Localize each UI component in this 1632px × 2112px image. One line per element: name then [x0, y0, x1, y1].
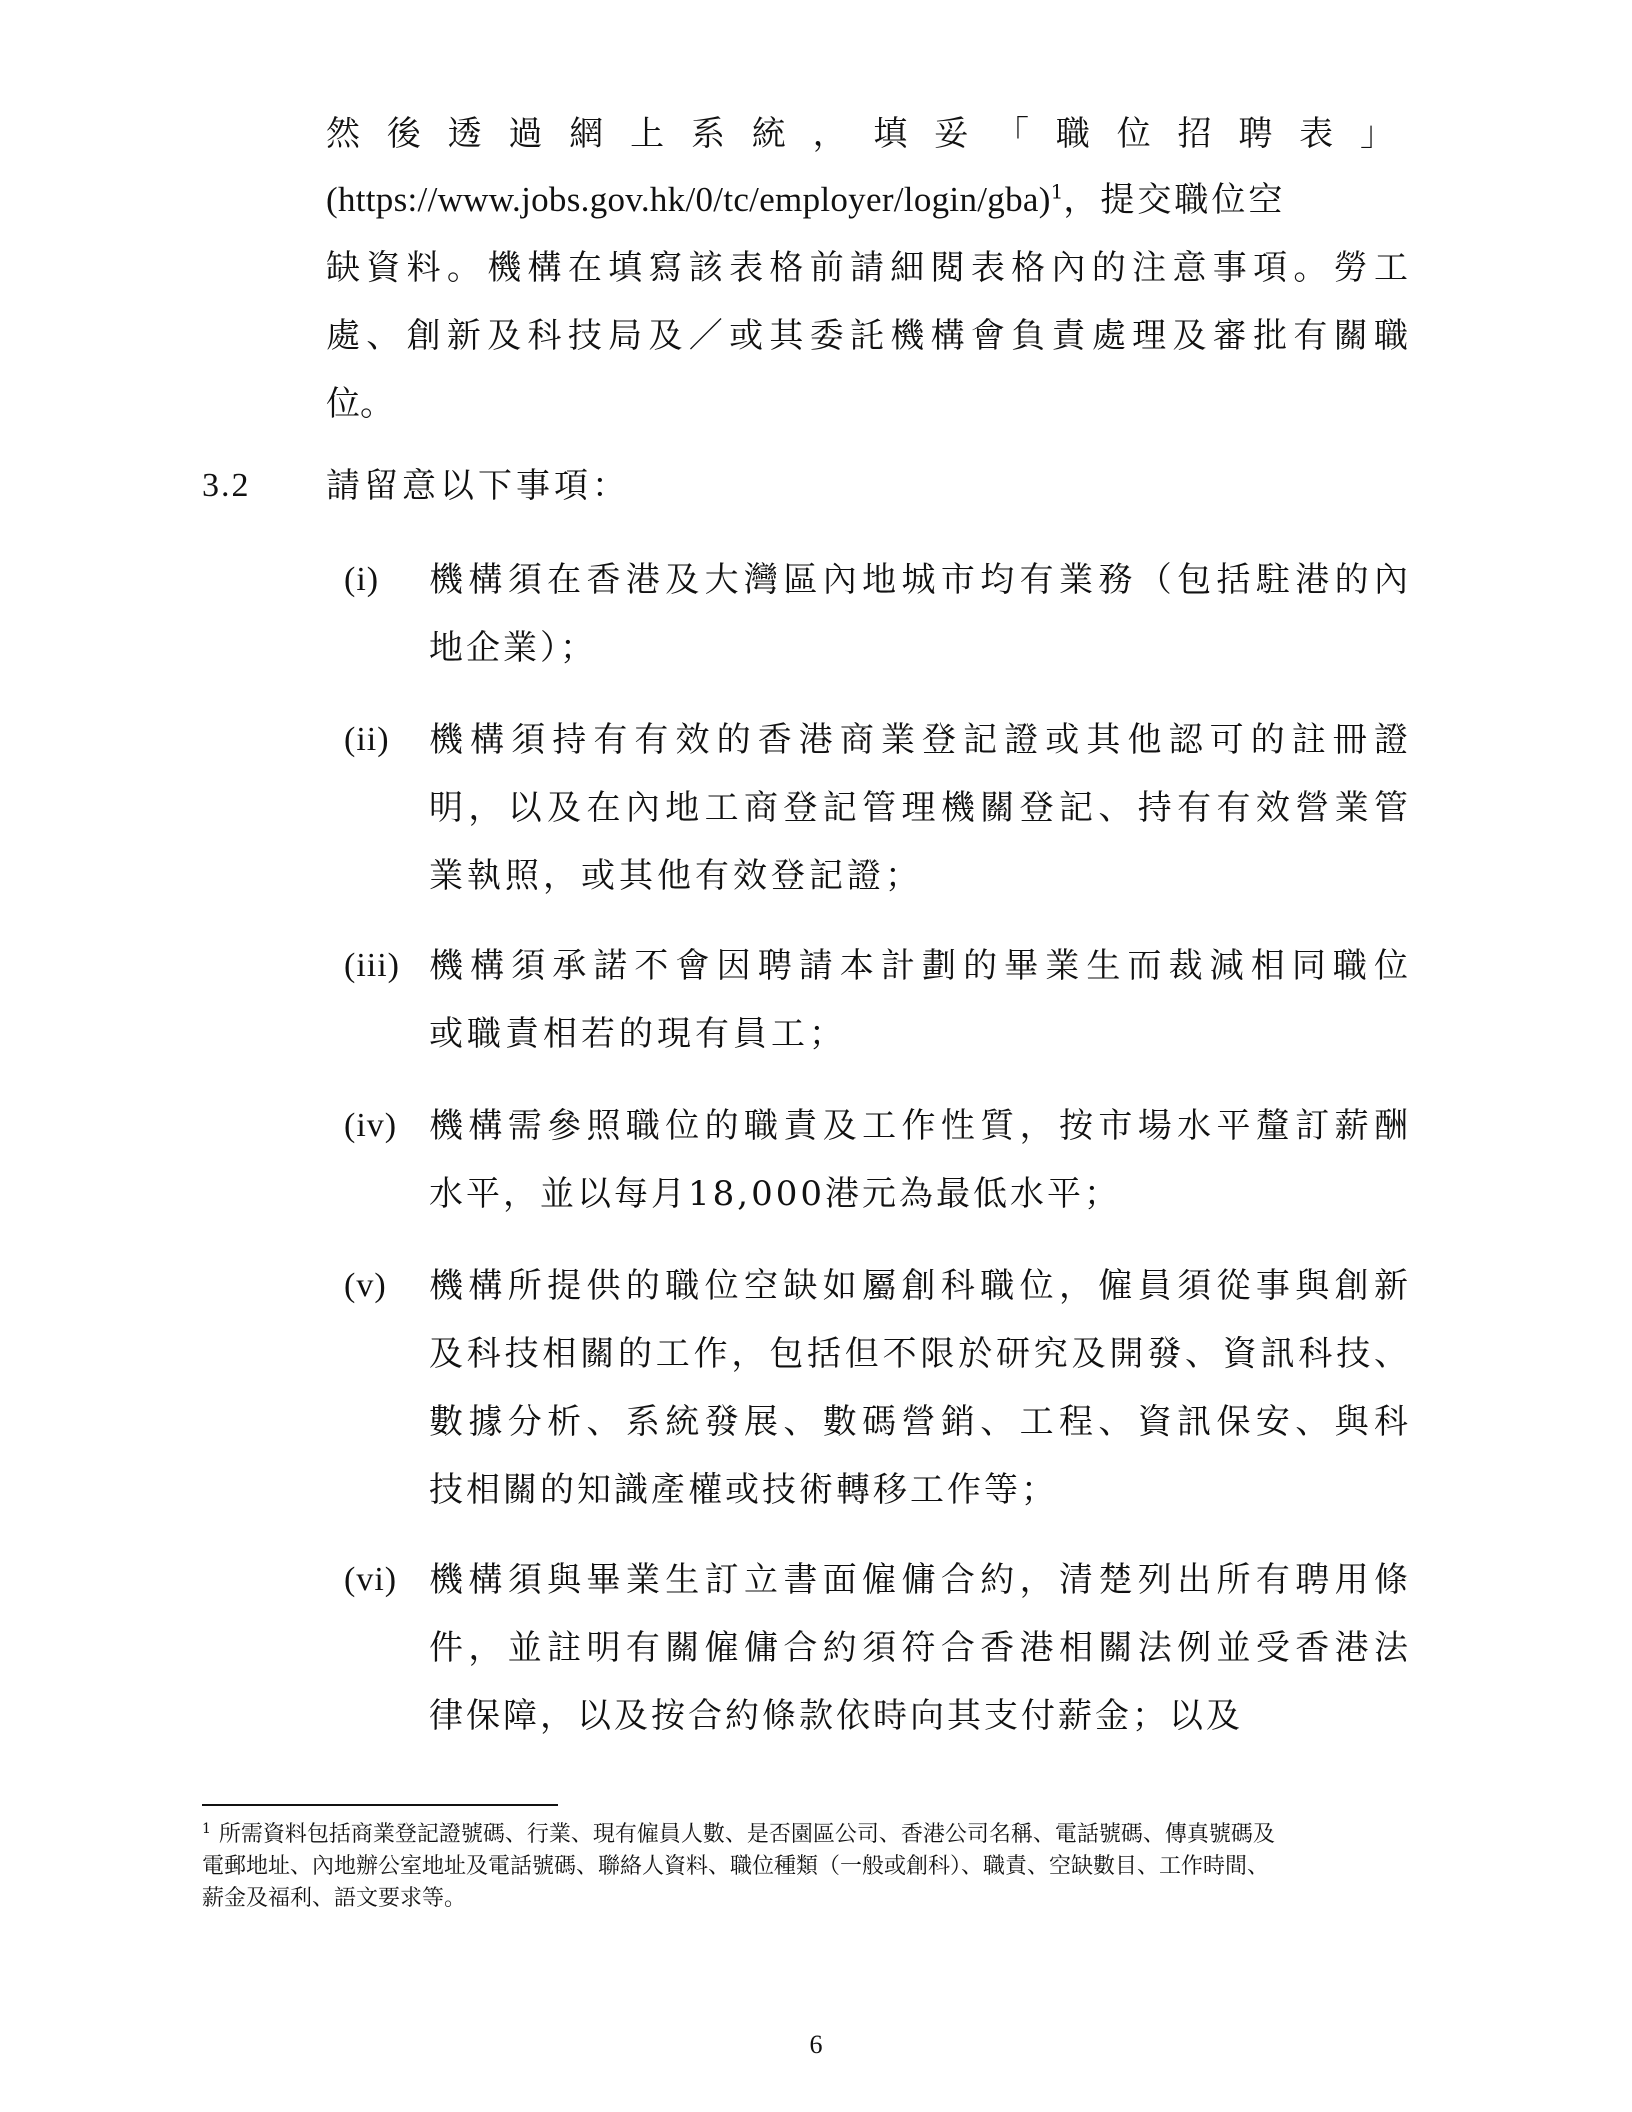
intro-line-3: 缺資料。機構在填寫該表格前請細閱表格內的注意事項。勞工 — [326, 248, 1408, 288]
section-number: 3.2 — [202, 467, 251, 504]
footnote-separator — [202, 1804, 558, 1806]
item-iii-line-1: 機構須承諾不會因聘請本計劃的畢業生而裁減相同職位 — [429, 946, 1408, 986]
footnote-line-2: 電郵地址、內地辦公室地址及電話號碼、聯絡人資料、職位種類（一般或創科）、職責、空缺數目、工作時間、 — [202, 1854, 1270, 1879]
footnote-line-1-text: 所需資料包括商業登記證號碼、行業、現有僱員人數、是否園區公司、香港公司名稱、電話號碼、傳真號碼及 — [218, 1822, 1275, 1847]
page-number: 6 — [809, 2030, 823, 2059]
item-vi-line-3: 律保障，以及按合約條款依時向其支付薪金；以及 — [429, 1696, 1243, 1736]
intro-line-5: 位。 — [326, 384, 394, 424]
footnote-line-3: 薪金及福利、語文要求等。 — [202, 1886, 467, 1911]
item-ii-line-1: 機構須持有有效的香港商業登記證或其他認可的註冊證 — [429, 720, 1408, 760]
section-title: 請留意以下事項： — [326, 466, 630, 506]
item-v-line-1: 機構所提供的職位空缺如屬創科職位，僱員須從事與創新 — [429, 1266, 1408, 1306]
item-iv-line-1: 機構需參照職位的職責及工作性質，按市場水平釐訂薪酬 — [429, 1106, 1408, 1146]
item-ii-line-3: 業執照，或其他有效登記證； — [429, 856, 923, 896]
footnote-reference: 1 — [1050, 179, 1064, 204]
item-label-i: (i) — [344, 561, 380, 598]
item-vi-line-2: 件，並註明有關僱傭合約須符合香港相關法例並受香港法 — [429, 1628, 1408, 1668]
item-i-line-2: 地企業）； — [429, 628, 597, 668]
footnote-line-1 — [202, 1820, 1410, 1850]
item-iii-line-2: 或職責相若的現有員工； — [429, 1014, 847, 1054]
registration-url[interactable]: (https://www.jobs.gov.hk/0/tc/employer/login/gba) — [326, 180, 1051, 219]
item-iv-line-2: 水平，並以每月18,000港元為最低水平； — [429, 1174, 1121, 1214]
intro-line-1: 然後透過網上系統，填妥「職位招聘表」 — [326, 114, 1408, 154]
item-v-line-2: 及科技相關的工作，包括但不限於研究及開發、資訊科技、 — [429, 1334, 1408, 1374]
item-v-line-4: 技相關的知識產權或技術轉移工作等； — [429, 1470, 1058, 1510]
item-vi-line-1: 機構須與畢業生訂立書面僱傭合約，清楚列出所有聘用條 — [429, 1560, 1408, 1600]
item-v-line-3: 數據分析、系統發展、數碼營銷、工程、資訊保安、與科 — [429, 1402, 1408, 1442]
item-label-v: (v) — [344, 1267, 387, 1304]
item-i-line-1: 機構須在香港及大灣區內地城市均有業務（包括駐港的內 — [429, 560, 1408, 600]
item-label-iv: (iv) — [344, 1107, 398, 1144]
item-label-ii: (ii) — [344, 721, 390, 758]
intro-line-2 — [326, 166, 1408, 234]
intro-line-4: 處、創新及科技局及／或其委託機構會負責處理及審批有關職 — [326, 316, 1408, 356]
item-ii-line-2: 明，以及在內地工商登記管理機關登記、持有有效營業管 — [429, 788, 1408, 828]
item-label-vi: (vi) — [344, 1561, 398, 1598]
item-label-iii: (iii) — [344, 947, 400, 984]
footnote-mark: 1 — [202, 1820, 211, 1837]
intro-line-2-suffix: ，提交職位空 — [1063, 180, 1286, 220]
